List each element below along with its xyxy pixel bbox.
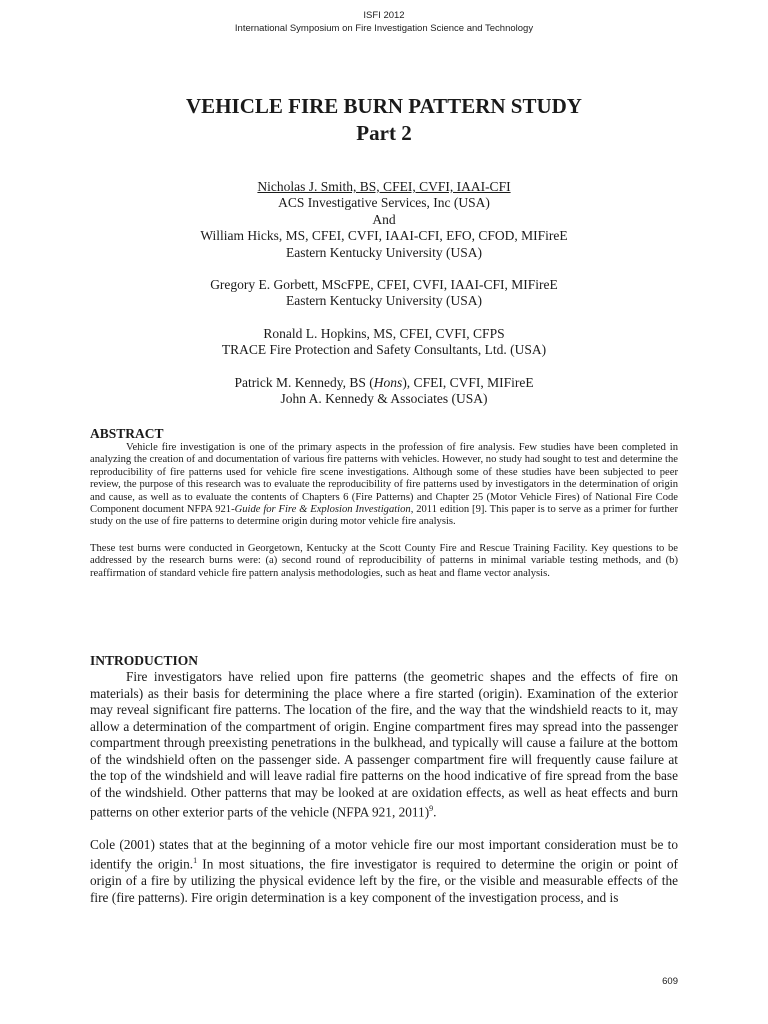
header-conference: ISFI 2012 — [363, 10, 405, 21]
author-name: William Hicks, MS, CFEI, CVFI, IAAI-CFI, EFO, CFOD, MIFireE — [200, 228, 568, 244]
author-affiliation: John A. Kennedy & Associates (USA) — [280, 391, 488, 407]
running-header — [0, 9, 768, 35]
author-name: Patrick M. Kennedy, BS (Hons), CFEI, CVFI, MIFireE — [234, 374, 534, 390]
author-affiliation: Eastern Kentucky University (USA) — [285, 293, 483, 309]
author-group-1 — [0, 179, 768, 261]
author-conjunction: And — [372, 211, 396, 227]
abstract-heading: ABSTRACT — [90, 426, 164, 441]
author-name: Ronald L. Hopkins, MS, CFEI, CVFI, CFPS — [263, 325, 505, 341]
author-name: Gregory E. Gorbett, MScFPE, CFEI, CVFI, IAAI-CFI, MIFireE — [210, 277, 558, 293]
paper-title — [0, 93, 768, 147]
author-group-3 — [0, 326, 768, 359]
introduction-paragraph-1: Fire investigators have relied upon fire patterns (the geometric shapes and the effects of fire on materials) as their basis for determining the place where a fire started (origin). Examination of the exterior may reveal significant fire patterns. The location of the fire, and the way that the windshield reacts to it, may allow a determination of the compartment of origin. Engine compartment fires may spread into the passenger compartment through preexisting penetrations in the bulkhead, and typically will cause a failure at the bottom of the windshield often on the passenger side. A passenger compartment fire will frequently cause failure at the top of the windshield and will leave radial fire patterns on the hood indicative of fire spread from the base of the windshield. Other patterns that may be looked at are oxidation effects, as well as heat effects and burn patterns on other exterior parts of the vehicle (NFPA 921, 2011)$^9$. — [90, 669, 678, 820]
page-number: 609 — [662, 976, 678, 987]
title-line-1: VEHICLE FIRE BURN PATTERN STUDY — [186, 94, 582, 118]
introduction-heading: INTRODUCTION — [90, 653, 199, 668]
author-block — [0, 179, 768, 423]
author-affiliation: TRACE Fire Protection and Safety Consultants, Ltd. (USA) — [221, 342, 547, 358]
abstract-section — [90, 425, 678, 580]
introduction-section — [90, 652, 678, 906]
author-affiliation: ACS Investigative Services, Inc (USA) — [278, 195, 490, 211]
author-group-4 — [0, 375, 768, 408]
header-symposium: International Symposium on Fire Investigation Science and Technology — [234, 23, 534, 34]
abstract-paragraph-2: These test burns were conducted in Georgetown, Kentucky at the Scott County Fire and Rescue Training Facility. Key questions to be addressed by the research burns were: (a) second round of reproducibility of patterns in minimal variable testing methods, and (b) reaffirmation of standard vehicle fire pattern analysis methodologies, such as heat and flame vector analysis. — [90, 542, 678, 579]
author-name: Nicholas J. Smith, BS, CFEI, CVFI, IAAI-CFI — [257, 179, 511, 194]
author-affiliation: Eastern Kentucky University (USA) — [285, 244, 483, 260]
introduction-paragraph-2: Cole (2001) states that at the beginning of a motor vehicle fire our most important consideration must be to identify the origin.$^1$ In most situations, the fire investigator is required to determine the origin or point of origin of a fire by utilizing the physical evidence left by the fire, or the visible and measurable effects of the fire (fire patterns). Fire origin determination is a key component of the investigation process, and is — [90, 836, 678, 905]
title-line-2: Part 2 — [356, 121, 412, 145]
author-group-2 — [0, 277, 768, 310]
abstract-paragraph-1: Vehicle fire investigation is one of the primary aspects in the profession of fire analysis. Few studies have been completed in analyzing the creation of and documentation of various fire patterns with vehicles. However, no study had sought to test and determine the reproducibility of fire patterns used for vehicle fire scene investigations. Although some of these studies have been subjected to peer review, the purpose of this research was to evaluate the reproducibility of fire patterns used by investigators in the determination of origin and cause, as well as to evaluate the contents of Chapters 6 (Fire Patterns) and Chapter 25 (Motor Vehicle Fires) of National Fire Code Component document NFPA 921-Guide for Fire & Explosion Investigation, 2011 edition [9]. This paper is to serve as a primer for further study on the use of fire patterns to determine origin during motor vehicle fire analysis. — [90, 442, 678, 528]
